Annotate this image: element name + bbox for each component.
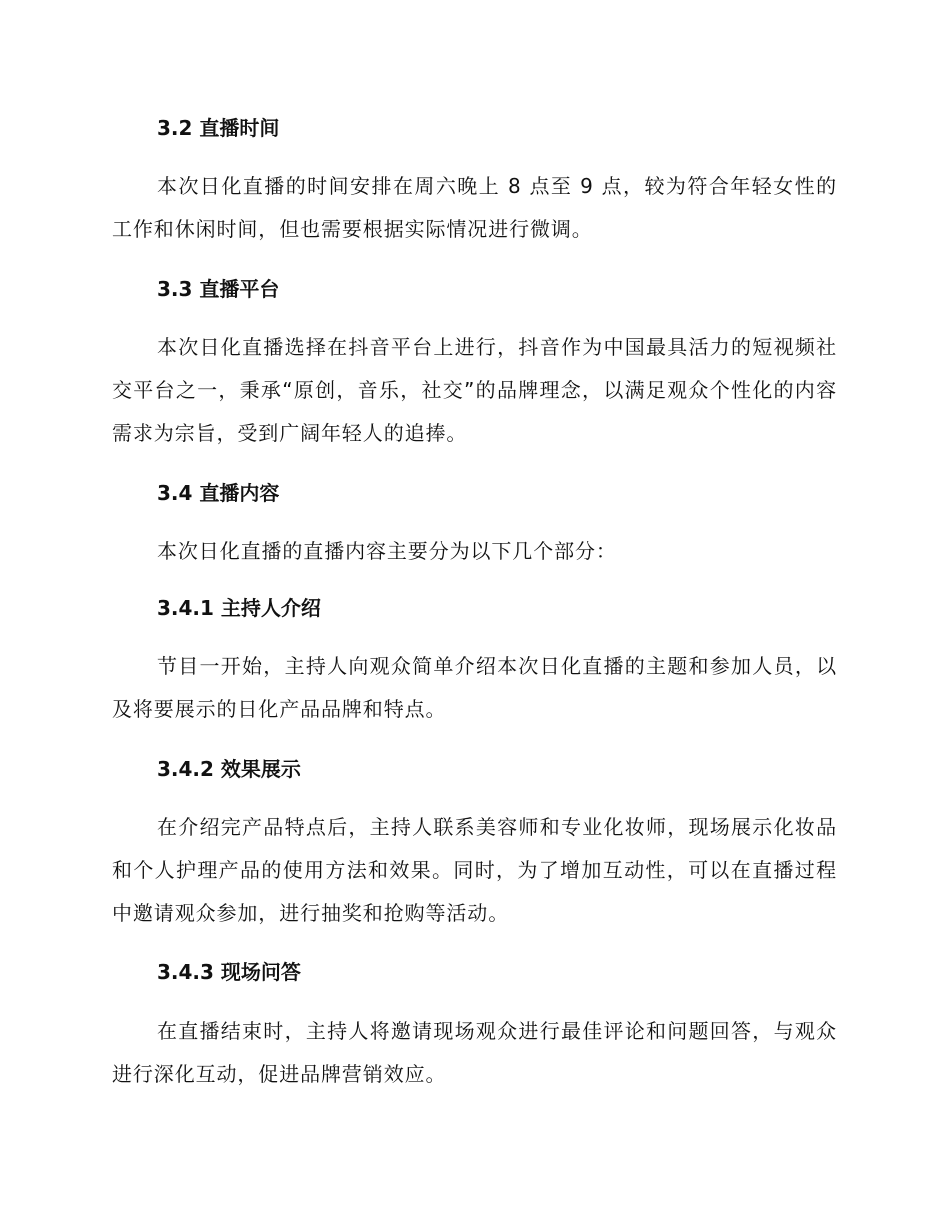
section-body-3-2: 本次日化直播的时间安排在周六晚上 8 点至 9 点，较为符合年轻女性的工作和休闲时间，但也需要根据实际情况进行微调。 [112, 174, 837, 241]
section-body-3-3: 本次日化直播选择在抖音平台上进行，抖音作为中国最具活力的短视频社交平台之一，秉承“原创，音乐，社交”的品牌理念，以满足观众个性化的内容需求为宗旨，受到广阔年轻人的追捧。 [112, 335, 837, 445]
section-heading-3-2: 3.2 直播时间 [157, 116, 280, 140]
section-heading-3-4-1: 3.4.1 主持人介绍 [157, 596, 321, 620]
section-heading-3-4-2: 3.4.2 效果展示 [157, 757, 301, 781]
section-body-3-4-2: 在介绍完产品特点后，主持人联系美容师和专业化妆师，现场展示化妆品和个人护理产品的使用方法和效果。同时，为了增加互动性，可以在直播过程中邀请观众参加，进行抽奖和抢购等活动。 [112, 815, 837, 925]
section-heading-3-4: 3.4 直播内容 [157, 481, 280, 505]
section-body-3-4-1: 节目一开始，主持人向观众简单介绍本次日化直播的主题和参加人员，以及将要展示的日化产品品牌和特点。 [112, 654, 837, 721]
section-body-3-4-3: 在直播结束时，主持人将邀请现场观众进行最佳评论和问题回答，与观众进行深化互动，促进品牌营销效应。 [112, 1019, 837, 1086]
section-body-3-4: 本次日化直播的直播内容主要分为以下几个部分： [157, 539, 617, 563]
section-heading-3-3: 3.3 直播平台 [157, 277, 280, 301]
section-heading-3-4-3: 3.4.3 现场问答 [157, 960, 301, 984]
